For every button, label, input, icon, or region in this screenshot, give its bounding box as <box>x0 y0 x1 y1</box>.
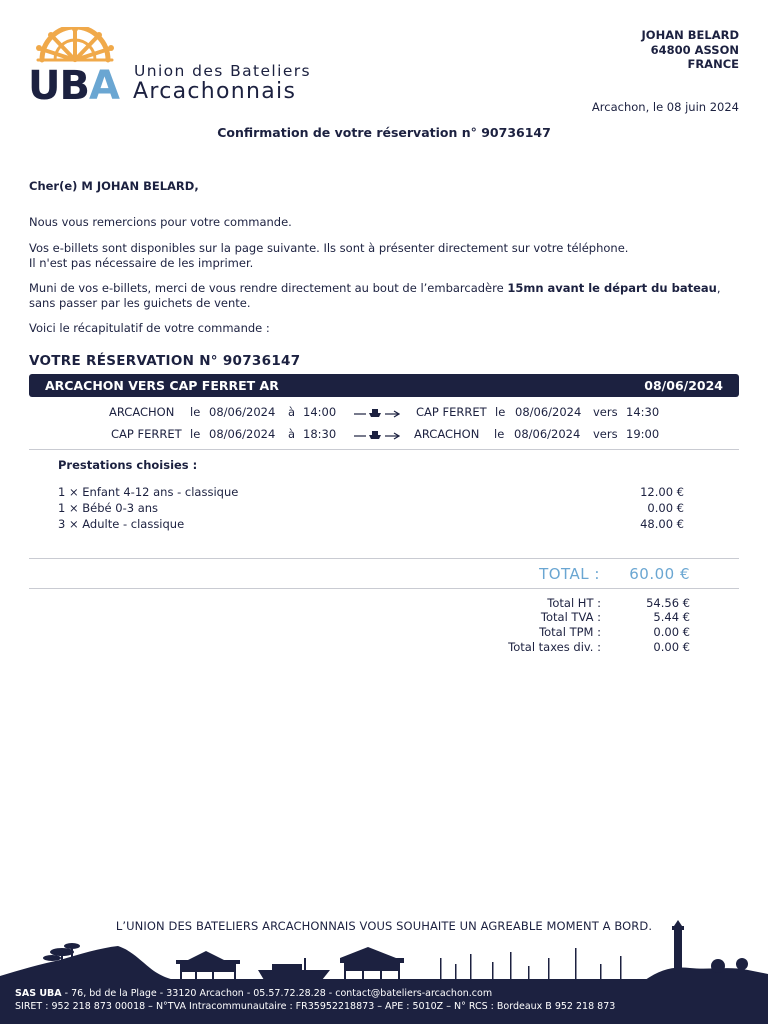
line-item <box>58 485 684 501</box>
trip-departure-date: 08/06/2024 <box>209 405 276 419</box>
logo-line-2: Arcachonnais <box>133 79 297 104</box>
e-tickets-paragraph <box>29 241 741 270</box>
boarding-paragraph <box>29 281 741 310</box>
recipient-city: 64800 ASSON <box>650 42 739 57</box>
tax-value: 54.56 € <box>646 596 690 610</box>
line-item-amount: 12.00 € <box>640 485 684 499</box>
total-value: 60.00 € <box>629 565 690 583</box>
total-label: TOTAL : <box>539 565 600 583</box>
thanks-paragraph: Nous vous remercions pour votre commande. <box>29 215 292 229</box>
tax-row <box>0 596 768 611</box>
tax-value: 5.44 € <box>653 610 690 624</box>
line-item-label: 3 × Adulte - classique <box>58 517 185 531</box>
prestations-title: Prestations choisies : <box>58 458 198 472</box>
tax-label: Total TPM : <box>539 625 601 639</box>
footer-registration-line: SIRET : 952 218 873 00018 – N°TVA Intracommunautaire : FR35952218873 – APE : 5010Z – N° RCS : Bordeaux B 952 218 873 <box>15 1001 616 1012</box>
divider <box>29 558 739 559</box>
trip-departure-date: 08/06/2024 <box>209 427 276 441</box>
arcachon-skyline-illustration <box>0 918 768 984</box>
tax-label: Total TVA : <box>540 610 601 624</box>
trip-row <box>0 405 768 421</box>
footer-address: - 76, bd de la Plage - 33120 Arcachon - 05.57.72.28.28 - contact@bateliers-arcachon.com <box>61 988 493 999</box>
trip-vers: vers <box>593 427 618 441</box>
tax-value: 0.00 € <box>653 640 690 654</box>
tax-label: Total HT : <box>547 596 601 610</box>
boat-arrow-icon <box>354 407 400 419</box>
line-item-amount: 0.00 € <box>647 501 684 515</box>
e-tickets-line-2: Il n'est pas nécessaire de les imprimer. <box>29 255 254 270</box>
trip-arrival-time: 14:30 <box>626 405 660 419</box>
footer-legal <box>0 983 768 1024</box>
company-logo <box>28 27 328 105</box>
tax-row <box>0 625 768 640</box>
trip-departure-time: 18:30 <box>303 427 337 441</box>
document-title: Confirmation de votre réservation n° 90736147 <box>217 125 551 140</box>
route-date: 08/06/2024 <box>644 378 723 393</box>
trip-le: le <box>190 405 201 419</box>
greeting: Cher(e) M JOHAN BELARD, <box>29 179 199 193</box>
divider <box>29 588 739 589</box>
footer-contact-line <box>15 988 492 999</box>
boarding-text-start: Muni de vos e-billets, merci de vous rendre directement au bout de l’embarcadère <box>29 281 508 295</box>
recipient-name: JOHAN BELARD <box>641 28 739 42</box>
divider <box>29 449 739 450</box>
footer-slogan: L’UNION DES BATELIERS ARCACHONNAIS VOUS SOUHAITE UN AGREABLE MOMENT A BORD. <box>115 919 653 933</box>
boarding-text-end: , sans passer par les guichets de vente. <box>29 281 721 310</box>
document-date: Arcachon, le 08 juin 2024 <box>591 100 739 114</box>
trip-departure-time: 14:00 <box>303 405 337 419</box>
route-name: ARCACHON VERS CAP FERRET AR <box>45 378 279 393</box>
trip-vers: vers <box>593 405 618 419</box>
line-item-amount: 48.00 € <box>640 517 684 531</box>
recipient-address <box>642 28 739 72</box>
trip-to: CAP FERRET <box>416 405 487 419</box>
logo-line-1: Union des Bateliers <box>134 62 312 80</box>
line-item-label: 1 × Bébé 0-3 ans <box>58 501 159 515</box>
recipient-country: FRANCE <box>687 57 739 71</box>
trip-arrival-date: 08/06/2024 <box>515 405 582 419</box>
footer-company: SAS UBA <box>15 988 62 999</box>
boat-arrow-icon <box>354 429 400 441</box>
trip-a: à <box>288 427 296 441</box>
tax-label: Total taxes div. : <box>508 640 601 654</box>
trip-a: à <box>288 405 296 419</box>
tax-row <box>0 640 768 655</box>
trip-to: ARCACHON <box>414 427 480 441</box>
trip-le: le <box>190 427 201 441</box>
tax-row <box>0 610 768 625</box>
e-tickets-line-1: Vos e-billets sont disponibles sur la page suivante. Ils sont à présenter directement sur votre téléphone. <box>29 241 629 255</box>
tax-value: 0.00 € <box>653 625 690 639</box>
logo-mark: UBA <box>28 63 119 105</box>
trip-row <box>0 427 768 443</box>
trip-from: CAP FERRET <box>111 427 182 441</box>
ship-wheel-icon <box>28 27 132 105</box>
trip-arrival-time: 19:00 <box>626 427 660 441</box>
summary-intro: Voici le récapitulatif de votre commande : <box>29 321 270 335</box>
trip-le: le <box>495 405 506 419</box>
trip-le: le <box>494 427 505 441</box>
line-item <box>58 501 684 517</box>
trip-arrival-date: 08/06/2024 <box>514 427 581 441</box>
route-bar <box>29 374 739 397</box>
reservation-heading: VOTRE RÉSERVATION N° 90736147 <box>29 353 301 369</box>
trip-from: ARCACHON <box>109 405 175 419</box>
line-item-label: 1 × Enfant 4-12 ans - classique <box>58 485 239 499</box>
boarding-text-bold: 15mn avant le départ du bateau <box>507 281 717 295</box>
line-item <box>58 517 684 533</box>
